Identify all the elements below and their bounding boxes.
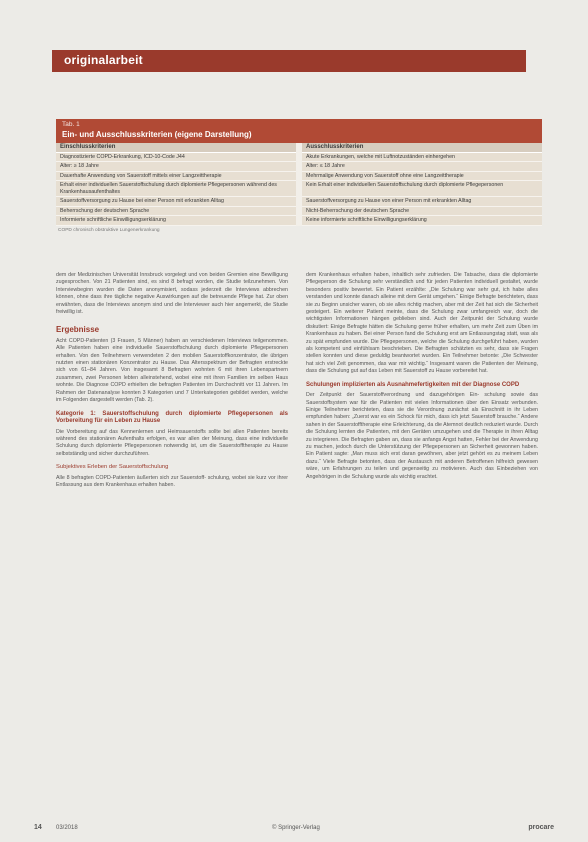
section-label: originalarbeit [64, 53, 143, 67]
criteria-table [56, 119, 542, 259]
text-line: Befragte betonten, dass der Austausch mit anderen Betroffenen [337, 458, 497, 465]
text-line: gewöhnen, aber jetzt gehört es zu meinem Leben dazu.“ Viele [306, 451, 539, 465]
text-line: wohnten 6 mit ihren Lebenspartnern zusammen, zwei Personen [56, 367, 288, 381]
text-line: Sauerstoffkonzentrator, die übrigen nutzten einen stationären [56, 352, 288, 367]
text-line: schulung, wobei sie kurz vor ihrer Entlassung aus dem [56, 474, 288, 488]
table-cell: Diagnostizierte COPD-Erkrankung, ICD-10-Code J44 [56, 152, 299, 162]
text-line: Angehörigen in die Schulung wurde als wichtig erachtet. [306, 473, 438, 480]
column-header-exclusion: Ausschlusskriterien [299, 143, 542, 152]
table-cell: Informierte schriftliche Einwilligungserklärung [56, 216, 299, 226]
text-line: Haus wohnte. Die Diagnose COPD erhielten die befragten Patienten [56, 374, 288, 389]
table-row [56, 181, 542, 197]
text-line: durchzuführen. [114, 450, 150, 457]
text-line: mit Sauerstoff zu Hause vorbereitet hat. [394, 368, 488, 375]
right-top-paragraph [306, 272, 538, 376]
table-cell: Erhalt einer individuellen Sauerstoffschulung durch diplomierte Pflegepersonen während des Krankenhausaufenthaltes [56, 181, 299, 197]
table-cell: Dauerhafte Anwendung von Sauerstoff mittels einer Langzeittherapie [56, 171, 299, 181]
text-line: verständlich und für jeden Patienten individuell gestaltet, wurde [385, 279, 538, 286]
text-line: hilfreich gewesen wäre, um Erfahrungen zu teilen und [306, 458, 538, 473]
table-row [56, 216, 542, 226]
category-1-heading: Kategorie 1: Sauerstoffschulung durch diplomierte Pflegepersonen als Vorbereitung für ein Leben zu Hause [56, 410, 288, 424]
text-line: Konzentrator zu Hause. Das Altersspektrum der Befragten [119, 360, 265, 367]
text-line: tägliche negative Auswirkungen auf die betreuende Pflege hat. [114, 294, 267, 301]
text-line: Teilnehmer berichteten, dass sie die Verordnung zunächst als [323, 407, 482, 413]
right-column [306, 272, 538, 481]
text-line: Zeit genommen, das war mir wichtig.“ Insgesamt waren die [336, 360, 483, 367]
table-row [56, 197, 542, 207]
table-cell: Beherrschung der deutschen Sprache [56, 206, 299, 216]
results-heading: Ergebnisse [56, 325, 100, 335]
intro-paragraph [56, 272, 288, 316]
table-number: Tab. 1 [62, 121, 80, 128]
text-line: Von 21 Patienten sind, es sind 8 befragt worden, die Studie [93, 279, 244, 286]
text-line: Einschnitt in ihr Leben empfunden haben: „Zuerst war es ein [306, 407, 538, 421]
text-line: Acht COPD-Patienten (3 Frauen, 5 Männer) haben an verschiedenen [56, 337, 228, 344]
journal-name: procare [528, 824, 554, 831]
table-row [56, 162, 542, 172]
text-line: berichteten, dass sie zu Beginn unsicher waren, ob sie alles [306, 294, 538, 308]
publisher-credit: © Springer-Verlag [272, 825, 320, 831]
text-line: Sauerstofftherapie zu Hause selbstständig und sicher [56, 443, 288, 457]
text-line: Die Vorbereitung auf das Kennenlernen und Heimsauerstoffs sollte [56, 428, 224, 435]
text-line: Interviewer auch hier angemerkt, die Studie freiwillig ist. [56, 301, 288, 316]
text-line: richtig machen, aber mit der Zeit hat sich die Sicherheit [407, 301, 539, 308]
page-footer [34, 824, 554, 834]
text-line: Sauerstoffschulung durch diplomierte Pflegepersonen erhalten. [56, 345, 288, 359]
table-row [56, 171, 542, 181]
text-line: erfolgen, es war allen der Meinung, dass eine individuelle [146, 435, 288, 442]
text-line: dem der Medizinischen Universität Innsbruck vorgelegt und von [56, 272, 210, 278]
text-line: Tatsache, dass die diplomierte Pflegeperson die Schulung sehr [306, 272, 538, 286]
table-cell: Sauerstoffversorgung zu Hause von einer Person mit erkrankten Alltag [299, 197, 542, 207]
table-cell: Kein Erhalt einer individuellen Sauerstoffschulung durch diplomierte Pflegepersonen [299, 181, 542, 197]
left-column [56, 272, 288, 489]
text-line: sie Fragen stellen konnten und diese geduldig beantwortet [306, 346, 538, 360]
text-line: lebten alleinstehend, wobei eine mit ihren Familien im selben [123, 374, 276, 381]
text-line: wurde diskutiert: Einige Befragte hätten die Schulung gerne [306, 316, 538, 330]
subcategory-heading: Subjektives Erleben der Sauerstoffschulung [56, 464, 169, 471]
text-line: teilzunehmen. Von Interviewbeginn wurden die Daten anonymisiert, [56, 279, 288, 293]
text-line: gegenseitig zu motivieren. Auch das Einbeziehen von [401, 466, 538, 473]
text-line: die Schulung durchgeführt haben, wurden als kompetent und [306, 338, 539, 353]
text-line: Schulung durch diplomierte Pflegepersonen notwendig ist, um die [56, 443, 220, 450]
section-2-heading: Schulungen implizierten als Ausnahmefertigkeiten mit der Diagnose COPD [306, 381, 520, 388]
table-cell: Nicht-Beherrschung der deutschen Sprache [299, 206, 542, 216]
text-line: erstreckte sich von 61–84 Jahren. Von insgesamt 8 Befragten [56, 360, 288, 374]
text-line: gewonnen haben. Ein Patient sagte: „Man muss sich erst daran [306, 444, 538, 458]
right-bottom-paragraph [306, 392, 538, 481]
table-cell: Sauerstoffversorgung zu Hause bei einer Person mit erkrankten Alltag [56, 197, 299, 207]
text-line: dem Krankenhaus erhalten haben, inhaltlich sehr zufrieden. Die [306, 272, 464, 278]
results-paragraph [56, 338, 288, 405]
text-line: im Durchschnitt vor 11 Jahren. Im Rahmen der Datenanalyse [56, 382, 289, 396]
text-line: Bei einer Person fand die Schulung erst am Entlassungstag statt, [363, 331, 521, 338]
section-header-bar [52, 50, 526, 72]
column-header-inclusion: Einschlusskriterien [56, 143, 299, 152]
text-line: vielen Informationen über den Einsatz verbunden. Einige [306, 399, 538, 413]
text-line: Interviews teilgenommen. Alle Patienten haben eine individuelle [56, 337, 288, 352]
criteria-grid [56, 143, 542, 226]
page-number: 14 [34, 824, 42, 831]
text-line: jedoch durch die Unterstützung der Pflegepersonen an Sicherheit [335, 444, 496, 451]
text-line: Atemnot deutlich reduziert wurde. Durch die Schulung lernten [306, 421, 538, 436]
text-line: Alle 8 befragten COPD-Patienten äußerten sich zur Sauerstoff- [56, 474, 208, 481]
subcategory-paragraph [56, 475, 288, 490]
text-line: Zur oben erwähnten, dass die Interviews anonym sind und die [56, 294, 289, 308]
issue-date: 03/2018 [56, 825, 78, 831]
text-line: besonders positiv bewertet. Ein Patient erzählte: „Die [306, 286, 442, 293]
text-line: Von den Teilnehmern verwendeten 2 den mobilen [79, 352, 204, 359]
text-line: schulung sowie das Sauerstoffsystem war für die Patienten mit [306, 392, 538, 406]
text-line: sahen in der Sauerstofftherapie eine Erleichterung, da die [306, 421, 444, 428]
table-title: Ein- und Ausschlusskriterien (eigene Darstellung) [62, 130, 252, 139]
text-line: anfangs Angst hatten, Fehler bei der Anwendung zu machen, [306, 436, 538, 451]
text-line: Schulung war sehr gut, ich habe alles verstanden und konnte [306, 286, 538, 301]
table-cell: Alter: ≥ 18 Jahre [56, 162, 299, 172]
text-line: bei allen Patienten bereits während des stationären Aufenthalts [56, 428, 288, 442]
text-line: die Patienten, mit den Geräten umzugehen und die Therapie in [357, 429, 512, 436]
text-line: hängen geblieben sind. Auch der Zeitpunkt der Schulung [371, 316, 524, 323]
text-line: was als zu spät empfunden wurde. Die Pflegepersonen, welche [306, 331, 538, 345]
table-footnote: COPD chronisch obstruktive Lungenerkrankung [58, 227, 160, 233]
text-line: gesteigert. Ein weiterer Patient meinte, dass die Schulung [306, 309, 457, 316]
table-caption [56, 119, 542, 143]
table-cell: Mehrmalige Anwendung von Sauerstoff ohne eine Langzeittherapie [299, 171, 542, 181]
table-cell: Keine informierte schriftliche Einwilligungserklärung [299, 216, 542, 226]
text-line: einfühlsam beschrieben. Die Befragten schätzten es sehr, dass [353, 346, 512, 353]
text-line: Der Zeitpunkt der Sauerstoffverordnung und dazugehörigen Ein- [306, 392, 485, 399]
text-line: beiden Gremien eine Bewilligung zugesprochen. [56, 272, 288, 286]
table-cell: Alter: ≤ 18 Jahre [299, 162, 542, 172]
text-line: konnten 3 Kategorien und 7 Unterkategorien gebildet werden, [121, 389, 272, 396]
text-line: sodass jederzeit die Interviews abbrechen können, ohne dass ihre [56, 286, 288, 301]
category-1-paragraph [56, 429, 288, 459]
text-line: welche im Folgenden dargestellt werden (Tab. 2). [56, 389, 289, 404]
table-row [56, 206, 542, 216]
text-line: danach alleine mit dem Gerät umgehen.“ Einige Befragte [361, 294, 498, 301]
text-line: wurden. Ein Teilnehmer betonte: „Die Schwester hat sich viel [306, 353, 538, 367]
table-cell: Akute Erkrankungen, welche mit Luftnotzuständen einhergehen [299, 152, 542, 162]
text-line: Krankenhaus erhalten haben. [105, 481, 175, 488]
text-line: ihren Alltag zu integrieren. Die Befragten gaben an, dass sie [306, 429, 538, 443]
table-row [56, 152, 542, 162]
text-line: Schock für mich, dass ich jetzt Sauerstoff brauche.“ Andere [397, 414, 538, 421]
text-line: zwar umfangreich war, doch die wichtigsten Informationen [306, 309, 538, 323]
text-line: früher erhalten, um mehr Zeit zum Üben im Krankenhaus zu haben. [306, 323, 538, 338]
text-line: Patienten der Meinung, dass die Schulung gut auf das Leben [306, 360, 538, 375]
